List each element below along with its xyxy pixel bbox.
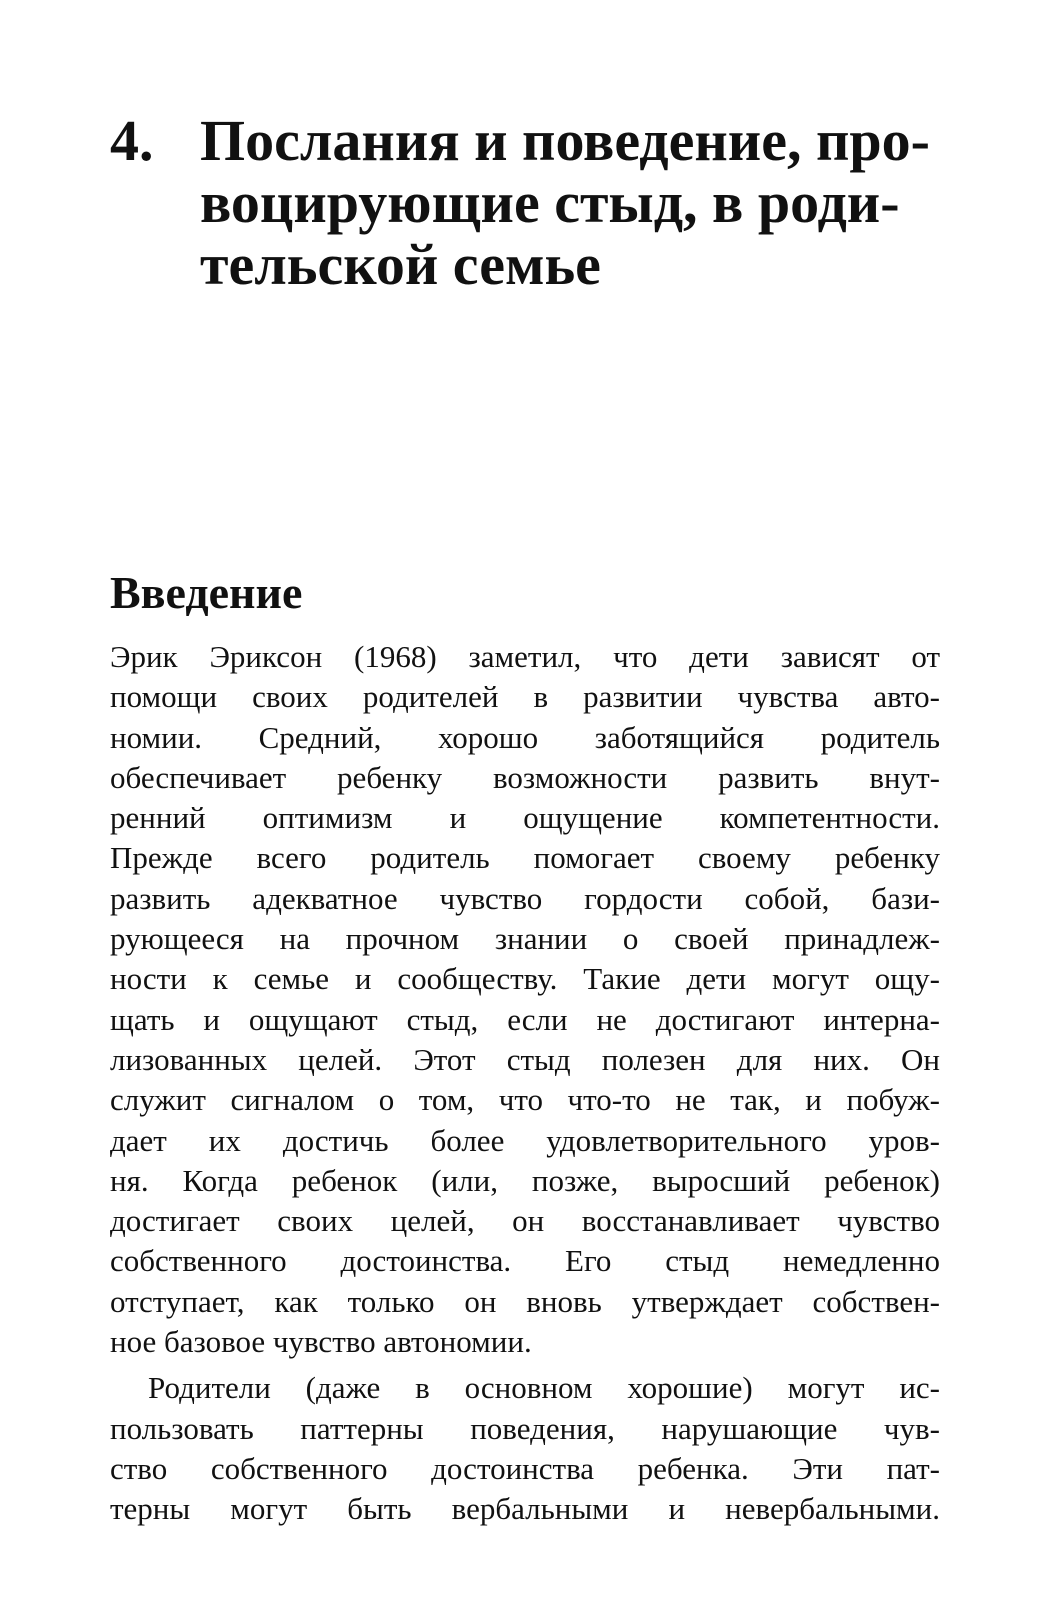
text-line: номии. Средний, хорошо заботящийся родитель xyxy=(110,719,940,755)
text-line: служит сигналом о том, что что-то не так, и побуж- xyxy=(110,1082,940,1118)
text-line: Родители (даже в основном хорошие) могут ис- xyxy=(148,1370,940,1406)
text-line: Прежде всего родитель помогает своему ребенку xyxy=(110,840,940,876)
chapter-heading xyxy=(110,110,940,296)
text-line: собственного достоинства. Его стыд немедленно xyxy=(110,1243,940,1279)
chapter-title-line: Послания и поведение, про- xyxy=(200,108,930,173)
text-line: ное базовое чувство автономии. xyxy=(110,1324,532,1360)
text-line: ня. Когда ребенок (или, позже, выросший ребенок) xyxy=(110,1162,940,1198)
chapter-title-line: воцирующие стыд, в роди- xyxy=(200,170,900,235)
text-line: ренний оптимизм и ощущение компетентности. xyxy=(110,800,940,836)
text-line: достигает своих целей, он восстанавливает чувство xyxy=(110,1203,940,1239)
text-line: Эрик Эриксон (1968) заметил, что дети зависят от xyxy=(110,639,940,674)
chapter-number: 4. xyxy=(110,108,154,173)
text-line: лизованных целей. Этот стыд полезен для них. Он xyxy=(110,1041,940,1077)
section-heading: Введение xyxy=(110,567,303,618)
chapter-title-line: тельской семье xyxy=(200,232,601,297)
text-line: ство собственного достоинства ребенка. Эти пат- xyxy=(110,1450,940,1486)
paragraph-1 xyxy=(110,637,940,1362)
paragraph-2 xyxy=(110,1368,940,1529)
text-line: щать и ощущают стыд, если не достигают интерна- xyxy=(110,1001,940,1037)
text-line: развить адекватное чувство гордости собой, бази- xyxy=(110,880,940,916)
text-line: ности к семье и сообществу. Такие дети могут ощу- xyxy=(110,961,940,997)
chapter-title xyxy=(200,110,940,296)
text-line: рующееся на прочном знании о своей принадлеж- xyxy=(110,921,940,957)
body-text xyxy=(110,637,940,1530)
text-line: пользовать паттерны поведения, нарушающие чув- xyxy=(110,1410,940,1446)
text-line: дает их достичь более удовлетворительного уров- xyxy=(110,1122,940,1158)
text-line: помощи своих родителей в развитии чувства авто- xyxy=(110,679,940,715)
text-line: отступает, как только он вновь утверждает собствен- xyxy=(110,1283,940,1319)
text-line: обеспечивает ребенку возможности развить внут- xyxy=(110,759,940,795)
text-line: терны могут быть вербальными и невербальными. xyxy=(110,1491,940,1527)
